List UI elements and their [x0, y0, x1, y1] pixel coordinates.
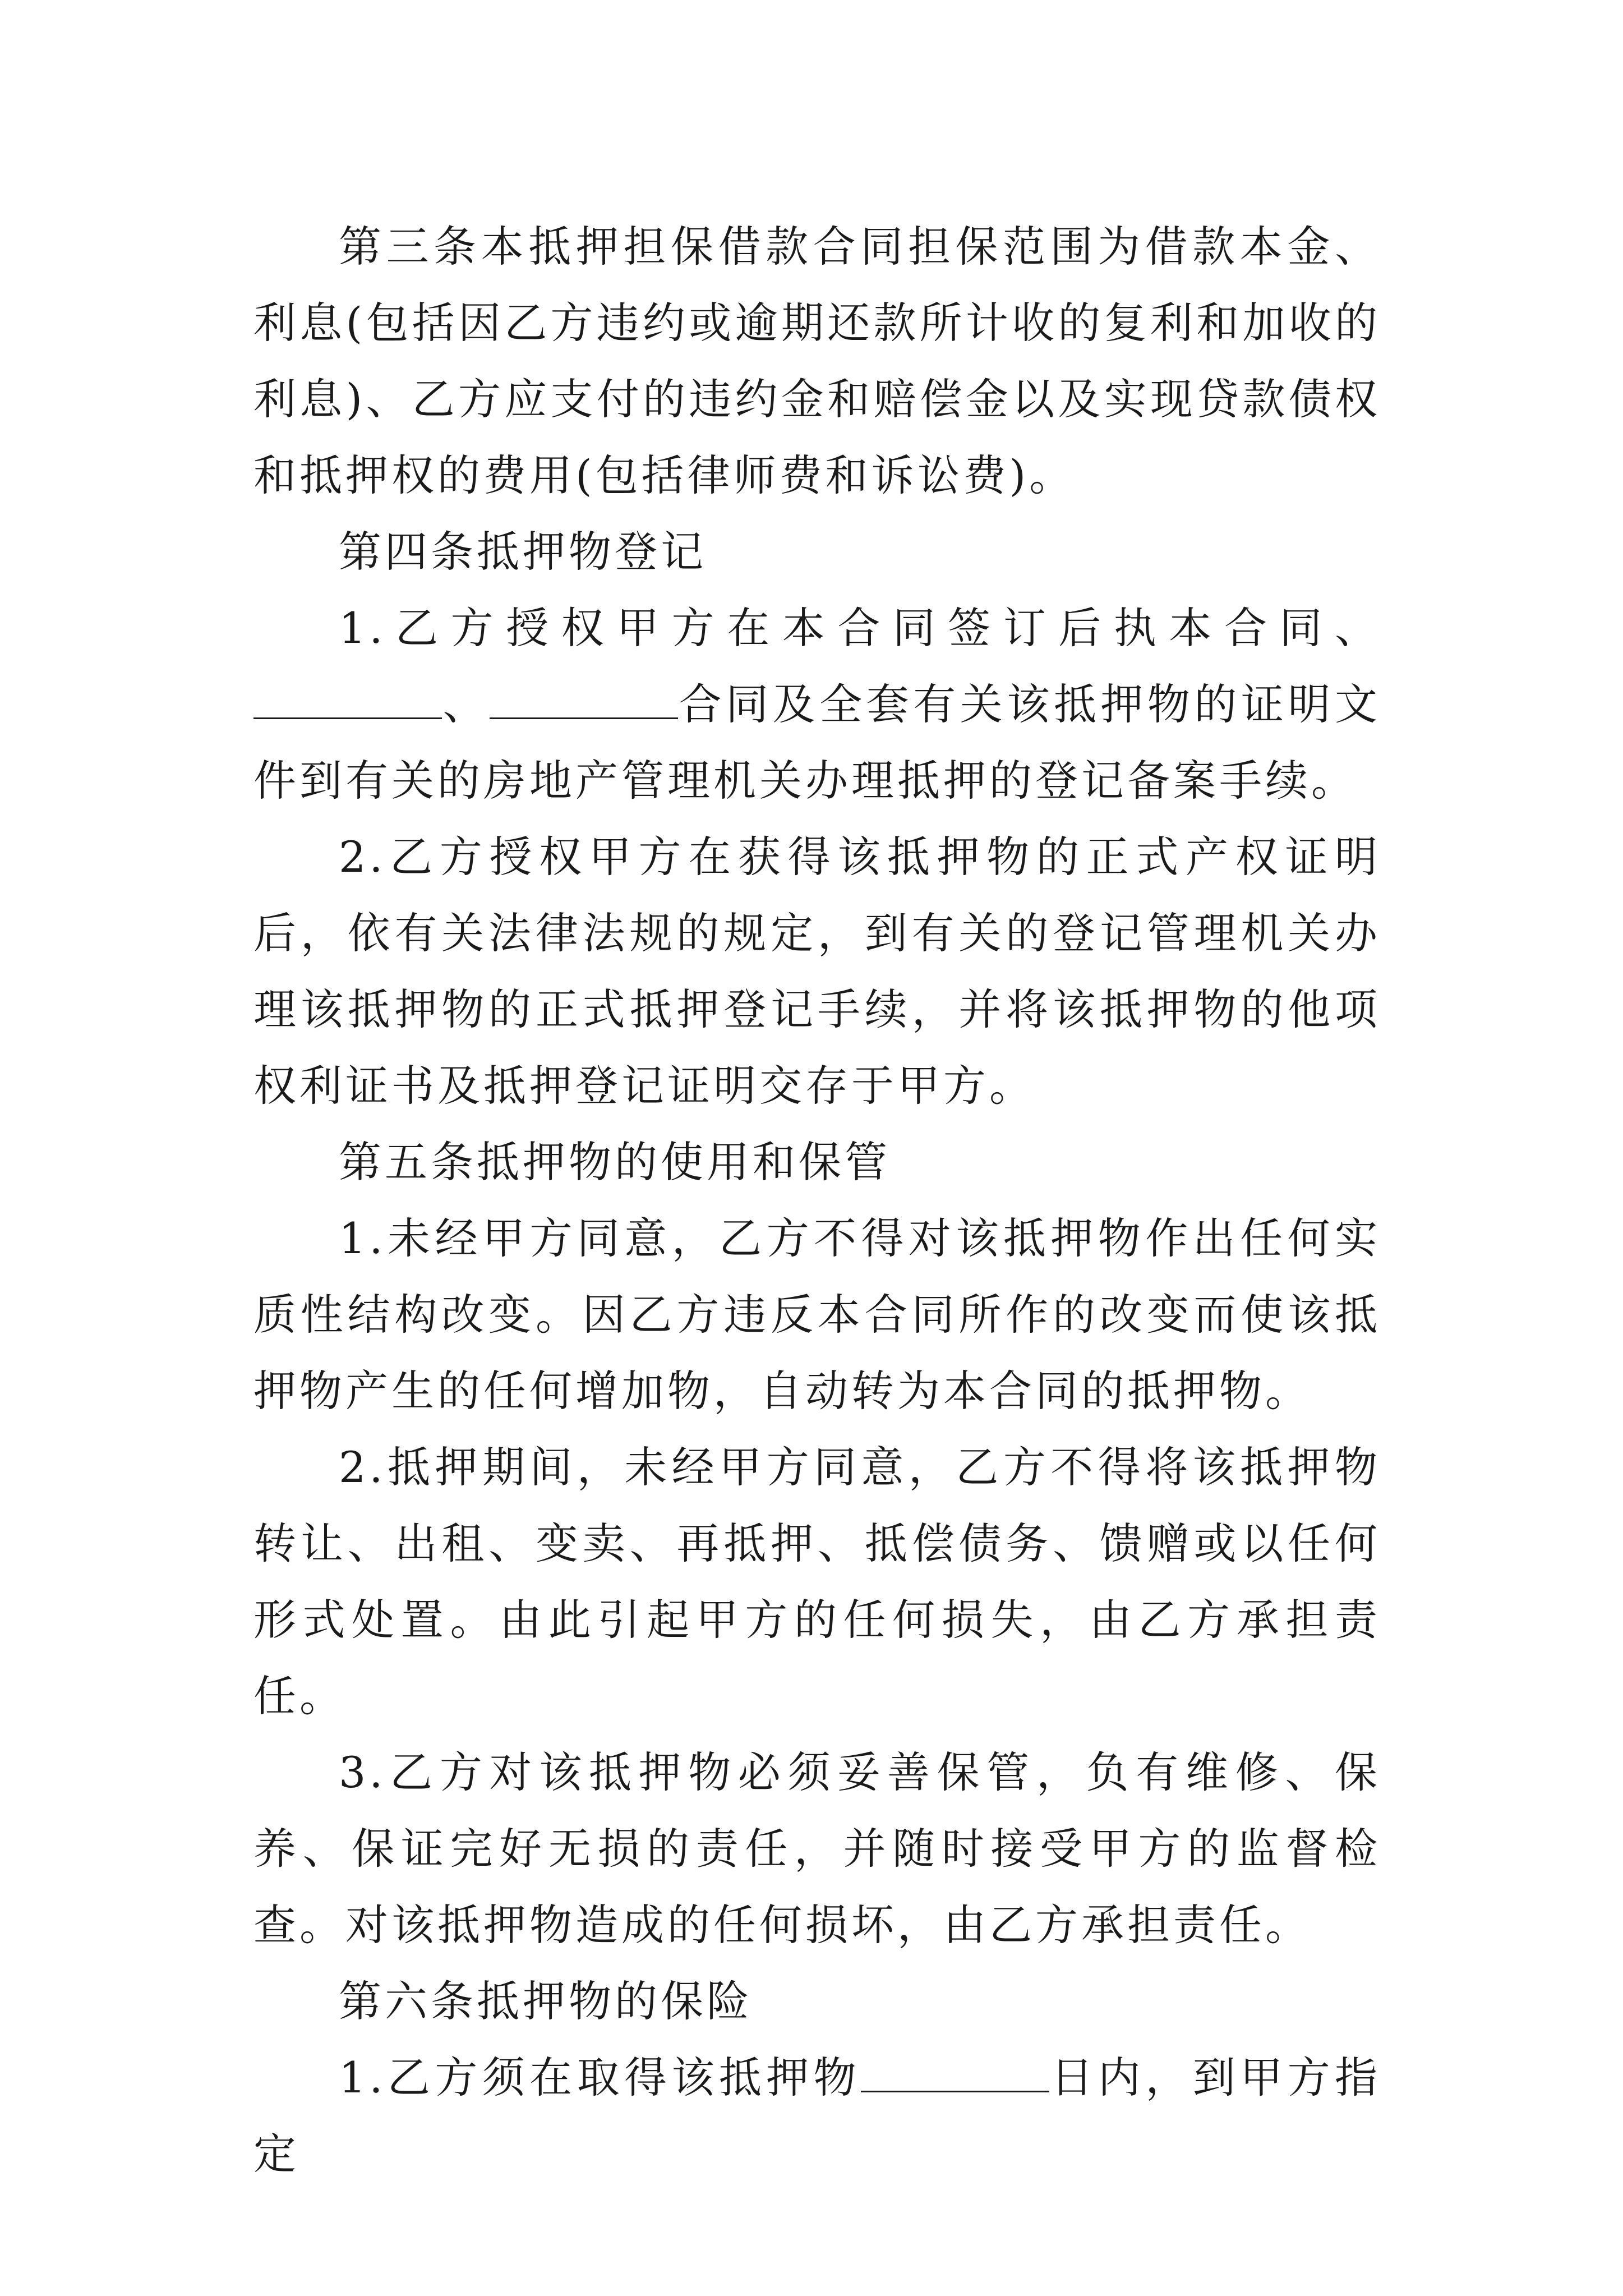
- fill-blank: [861, 2057, 1049, 2092]
- article-5-clause-2: 2.抵押期间，未经甲方同意，乙方不得将该抵押物转让、出租、变卖、再抵押、抵偿债务、馈赠或以任何形式处置。由此引起甲方的任何损失，由乙方承担责任。: [253, 1442, 1381, 1721]
- article-4-clause-2: 2.乙方授权甲方在获得该抵押物的正式产权证明后，依有关法律法规的规定，到有关的登记管理机关办理该抵押物的正式抵押登记手续，并将该抵押物的他项权利证书及抵押登记证明交存于甲方。: [253, 832, 1381, 1111]
- clause-text: 合同及全套有关该抵押物的证明文件到有关的房地产管理机关办理抵押的登记备案手续。: [253, 679, 1381, 806]
- clause-text: 、: [442, 679, 490, 729]
- fill-blank: [253, 684, 442, 719]
- article-5-clause-1: 1.未经甲方同意，乙方不得对该抵押物作出任何实质性结构改变。因乙方违反本合同所作的改变而使该抵押物产生的任何增加物，自动转为本合同的抵押物。: [253, 1213, 1381, 1416]
- article-6-clause-1: [253, 2040, 1381, 2192]
- article-6-heading: 第六条抵押物的保险: [339, 1976, 753, 2026]
- article-3-scope-paragraph: 第三条本抵押担保借款合同担保范围为借款本金、利息(包括因乙方违约或逾期还款所计收的复利和加收的利息)、乙方应支付的违约金和赔偿金以及实现贷款债权和抵押权的费用(包括律师费和诉讼费)。: [253, 222, 1381, 500]
- document-page: [253, 209, 1381, 2192]
- article-4-clause-1: [253, 590, 1381, 819]
- clause-text: 1.乙方授权甲方在本合同签订后执本合同、: [339, 603, 1381, 653]
- article-5-clause-3: 3.乙方对该抵押物必须妥善保管，负有维修、保养、保证完好无损的责任，并随时接受甲方的监督检查。对该抵押物造成的任何损坏，由乙方承担责任。: [253, 1747, 1381, 1950]
- article-4-heading: 第四条抵押物登记: [339, 527, 707, 577]
- article-5-heading: 第五条抵押物的使用和保管: [339, 1137, 891, 1187]
- clause-text: 日内，到甲方指定: [253, 2053, 1381, 2179]
- fill-blank: [490, 684, 678, 719]
- clause-text: 1.乙方须在取得该抵押物: [339, 2053, 861, 2102]
